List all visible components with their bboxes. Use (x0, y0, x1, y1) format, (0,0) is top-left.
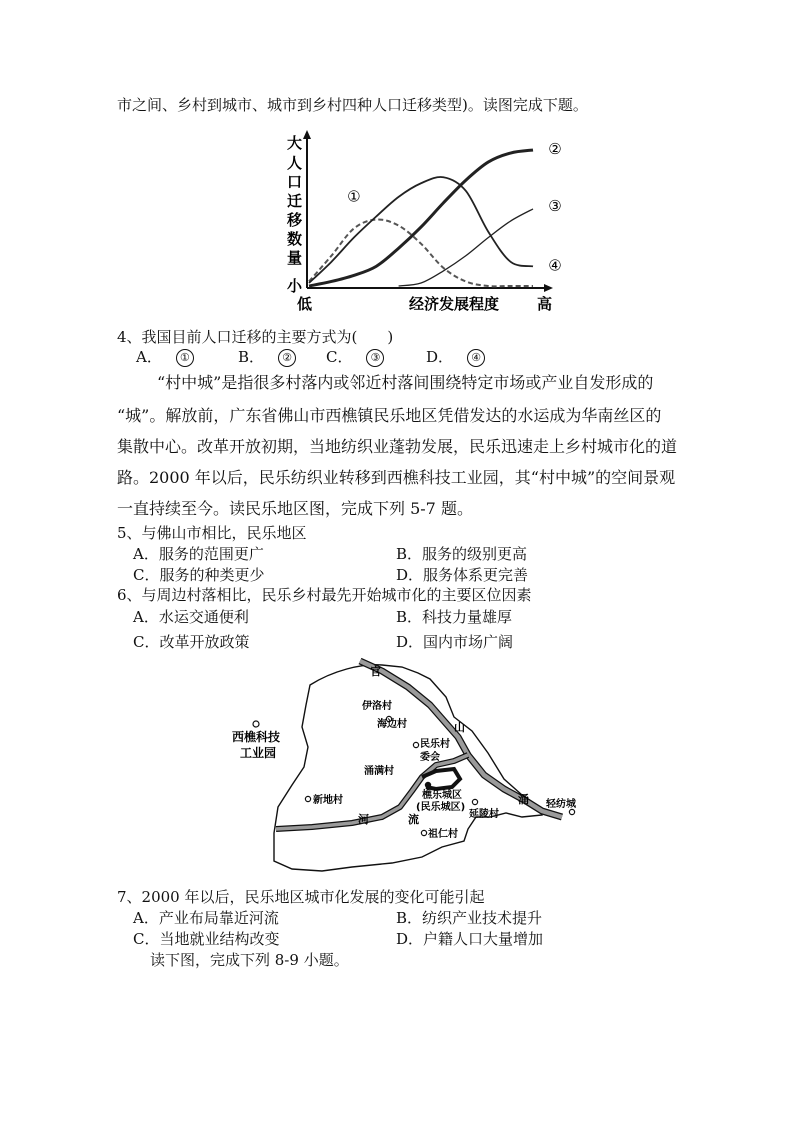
marker-minle-committee (413, 742, 418, 747)
q6-option-b[interactable]: B．科技力量雄厚 (396, 608, 513, 626)
q5-option-d[interactable]: D．服务体系更完善 (396, 566, 529, 584)
q7-option-a[interactable]: A．产业布局靠近河流 (133, 909, 279, 927)
y-axis-label-char: 口 (287, 173, 303, 191)
q5-option-b[interactable]: B．服务的级别更高 (396, 545, 528, 563)
q4-option-d[interactable] (426, 347, 485, 367)
x-axis-start-label: 低 (297, 295, 313, 313)
x-axis-arrow (544, 284, 553, 292)
map-label-zuren: 祖仁村 (428, 829, 458, 840)
marker-qiaole (425, 782, 431, 788)
map-label-qiaole-1: 樵乐城区 (422, 790, 462, 801)
marker-xiqiao (253, 721, 259, 727)
map-label-yongman: 涌满村 (364, 766, 394, 777)
q6-stem: 6、与周边村落相比，民乐乡村最先开始城市化的主要区位因素 (117, 586, 532, 604)
series-label-1: ① (347, 187, 361, 206)
q5-stem: 5、与佛山市相比，民乐地区 (117, 524, 307, 542)
y-axis-label-char: 移 (287, 211, 303, 229)
map-label-xindi: 新地村 (313, 795, 343, 806)
series-line-2 (309, 150, 533, 286)
passage-line: 路。2000 年以后，民乐纺织业转移到西樵科技工业园，其“村中城”的空间景观 (117, 468, 676, 487)
q4-option-b[interactable] (238, 347, 296, 367)
map-label-xiqiao-2: 工业园 (240, 746, 277, 760)
q4-stem: 4、我国目前人口迁移的主要方式为( ) (117, 328, 394, 346)
q4-option-mark: ③ (366, 349, 384, 367)
q4-option-letter: C． (326, 348, 353, 366)
map-label-xiqiao-1: 西樵科技 (232, 730, 281, 744)
series-label-2: ② (548, 140, 562, 158)
y-axis-bottom-label: 小 (287, 277, 303, 295)
series-label-3: ③ (548, 196, 562, 215)
q7-option-c[interactable]: C．当地就业结构改变 (133, 930, 280, 948)
y-axis-label (286, 154, 303, 267)
marker-qingfang (569, 809, 574, 814)
map-label-liu: 流 (408, 813, 419, 826)
q5-option-a[interactable]: A．服务的范围更广 (133, 545, 264, 563)
q5-option-c[interactable]: C．服务的种类更少 (133, 566, 265, 584)
map-label-minle-committee-2: 委会 (420, 752, 440, 763)
q4-option-mark: ① (176, 349, 194, 367)
map-label-qingfang: 轻纺城 (546, 799, 576, 810)
y-axis-arrow (303, 130, 311, 139)
map-label-guan: 官 (370, 665, 381, 678)
footer-line: 读下图，完成下列 8-9 小题。 (150, 951, 349, 969)
q7-stem: 7、2000 年以后，民乐地区城市化发展的变化可能引起 (117, 888, 485, 906)
minle-map (222, 657, 582, 879)
y-axis-label-char: 数 (287, 230, 303, 248)
map-label-haibian: 海边村 (377, 719, 407, 730)
y-axis-top-label: 大 (287, 134, 303, 152)
map-label-qiaole-2: (民乐城区) (416, 802, 466, 813)
y-axis-label-char: 人 (287, 154, 303, 172)
map-label-shan: 山 (454, 721, 465, 734)
marker-xindi (305, 796, 310, 801)
q7-option-b[interactable]: B．纺织产业技术提升 (396, 909, 543, 927)
series-line-3 (399, 209, 533, 286)
passage-line: “城”。解放前，广东省佛山市西樵镇民乐地区凭借发达的水运成为华南丝区的 (117, 406, 662, 425)
q4-option-a[interactable] (136, 347, 194, 367)
map-region-outline (274, 665, 542, 871)
x-axis-label: 经济发展程度 (409, 295, 500, 313)
map-label-minle-committee-1: 民乐村 (420, 739, 450, 750)
q4-option-mark: ④ (467, 349, 485, 367)
map-label-yanling: 延陵村 (469, 809, 499, 820)
q4-option-letter: B． (238, 348, 265, 366)
marker-zuren (421, 830, 426, 835)
passage-line: 集散中心。改革开放初期，当地纺织业蓬勃发展，民乐迅速走上乡村城市化的道 (117, 437, 678, 456)
map-label-he: 河 (358, 813, 369, 826)
marker-yanling (472, 799, 477, 804)
passage-line: 一直持续至今。读民乐地区图，完成下列 5-7 题。 (117, 499, 473, 518)
q4-option-c[interactable] (326, 347, 384, 367)
map-label-yong: 涌 (518, 793, 529, 806)
q6-option-d[interactable]: D．国内市场广阔 (396, 633, 514, 651)
passage-line: “村中城”是指很多村落内或邻近村落间围绕特定市场或产业自发形成的 (157, 373, 654, 392)
q4-option-mark: ② (278, 349, 296, 367)
q4-option-letter: A． (136, 348, 162, 366)
q7-option-d[interactable]: D．户籍人口大量增加 (396, 930, 544, 948)
series-line-4 (309, 177, 533, 283)
migration-chart (283, 128, 573, 318)
x-axis-end-label: 高 (537, 295, 553, 313)
q6-option-c[interactable]: C．改革开放政策 (133, 633, 250, 651)
y-axis-label-char: 量 (287, 249, 303, 267)
q4-option-letter: D． (426, 348, 454, 366)
series-label-4: ④ (548, 256, 562, 275)
intro-line: 市之间、乡村到城市、城市到乡村四种人口迁移类型)。读图完成下题。 (117, 96, 588, 114)
map-label-yiluo: 伊洛村 (362, 701, 392, 712)
y-axis-label-char: 迁 (287, 192, 303, 210)
q6-option-a[interactable]: A．水运交通便利 (133, 608, 249, 626)
